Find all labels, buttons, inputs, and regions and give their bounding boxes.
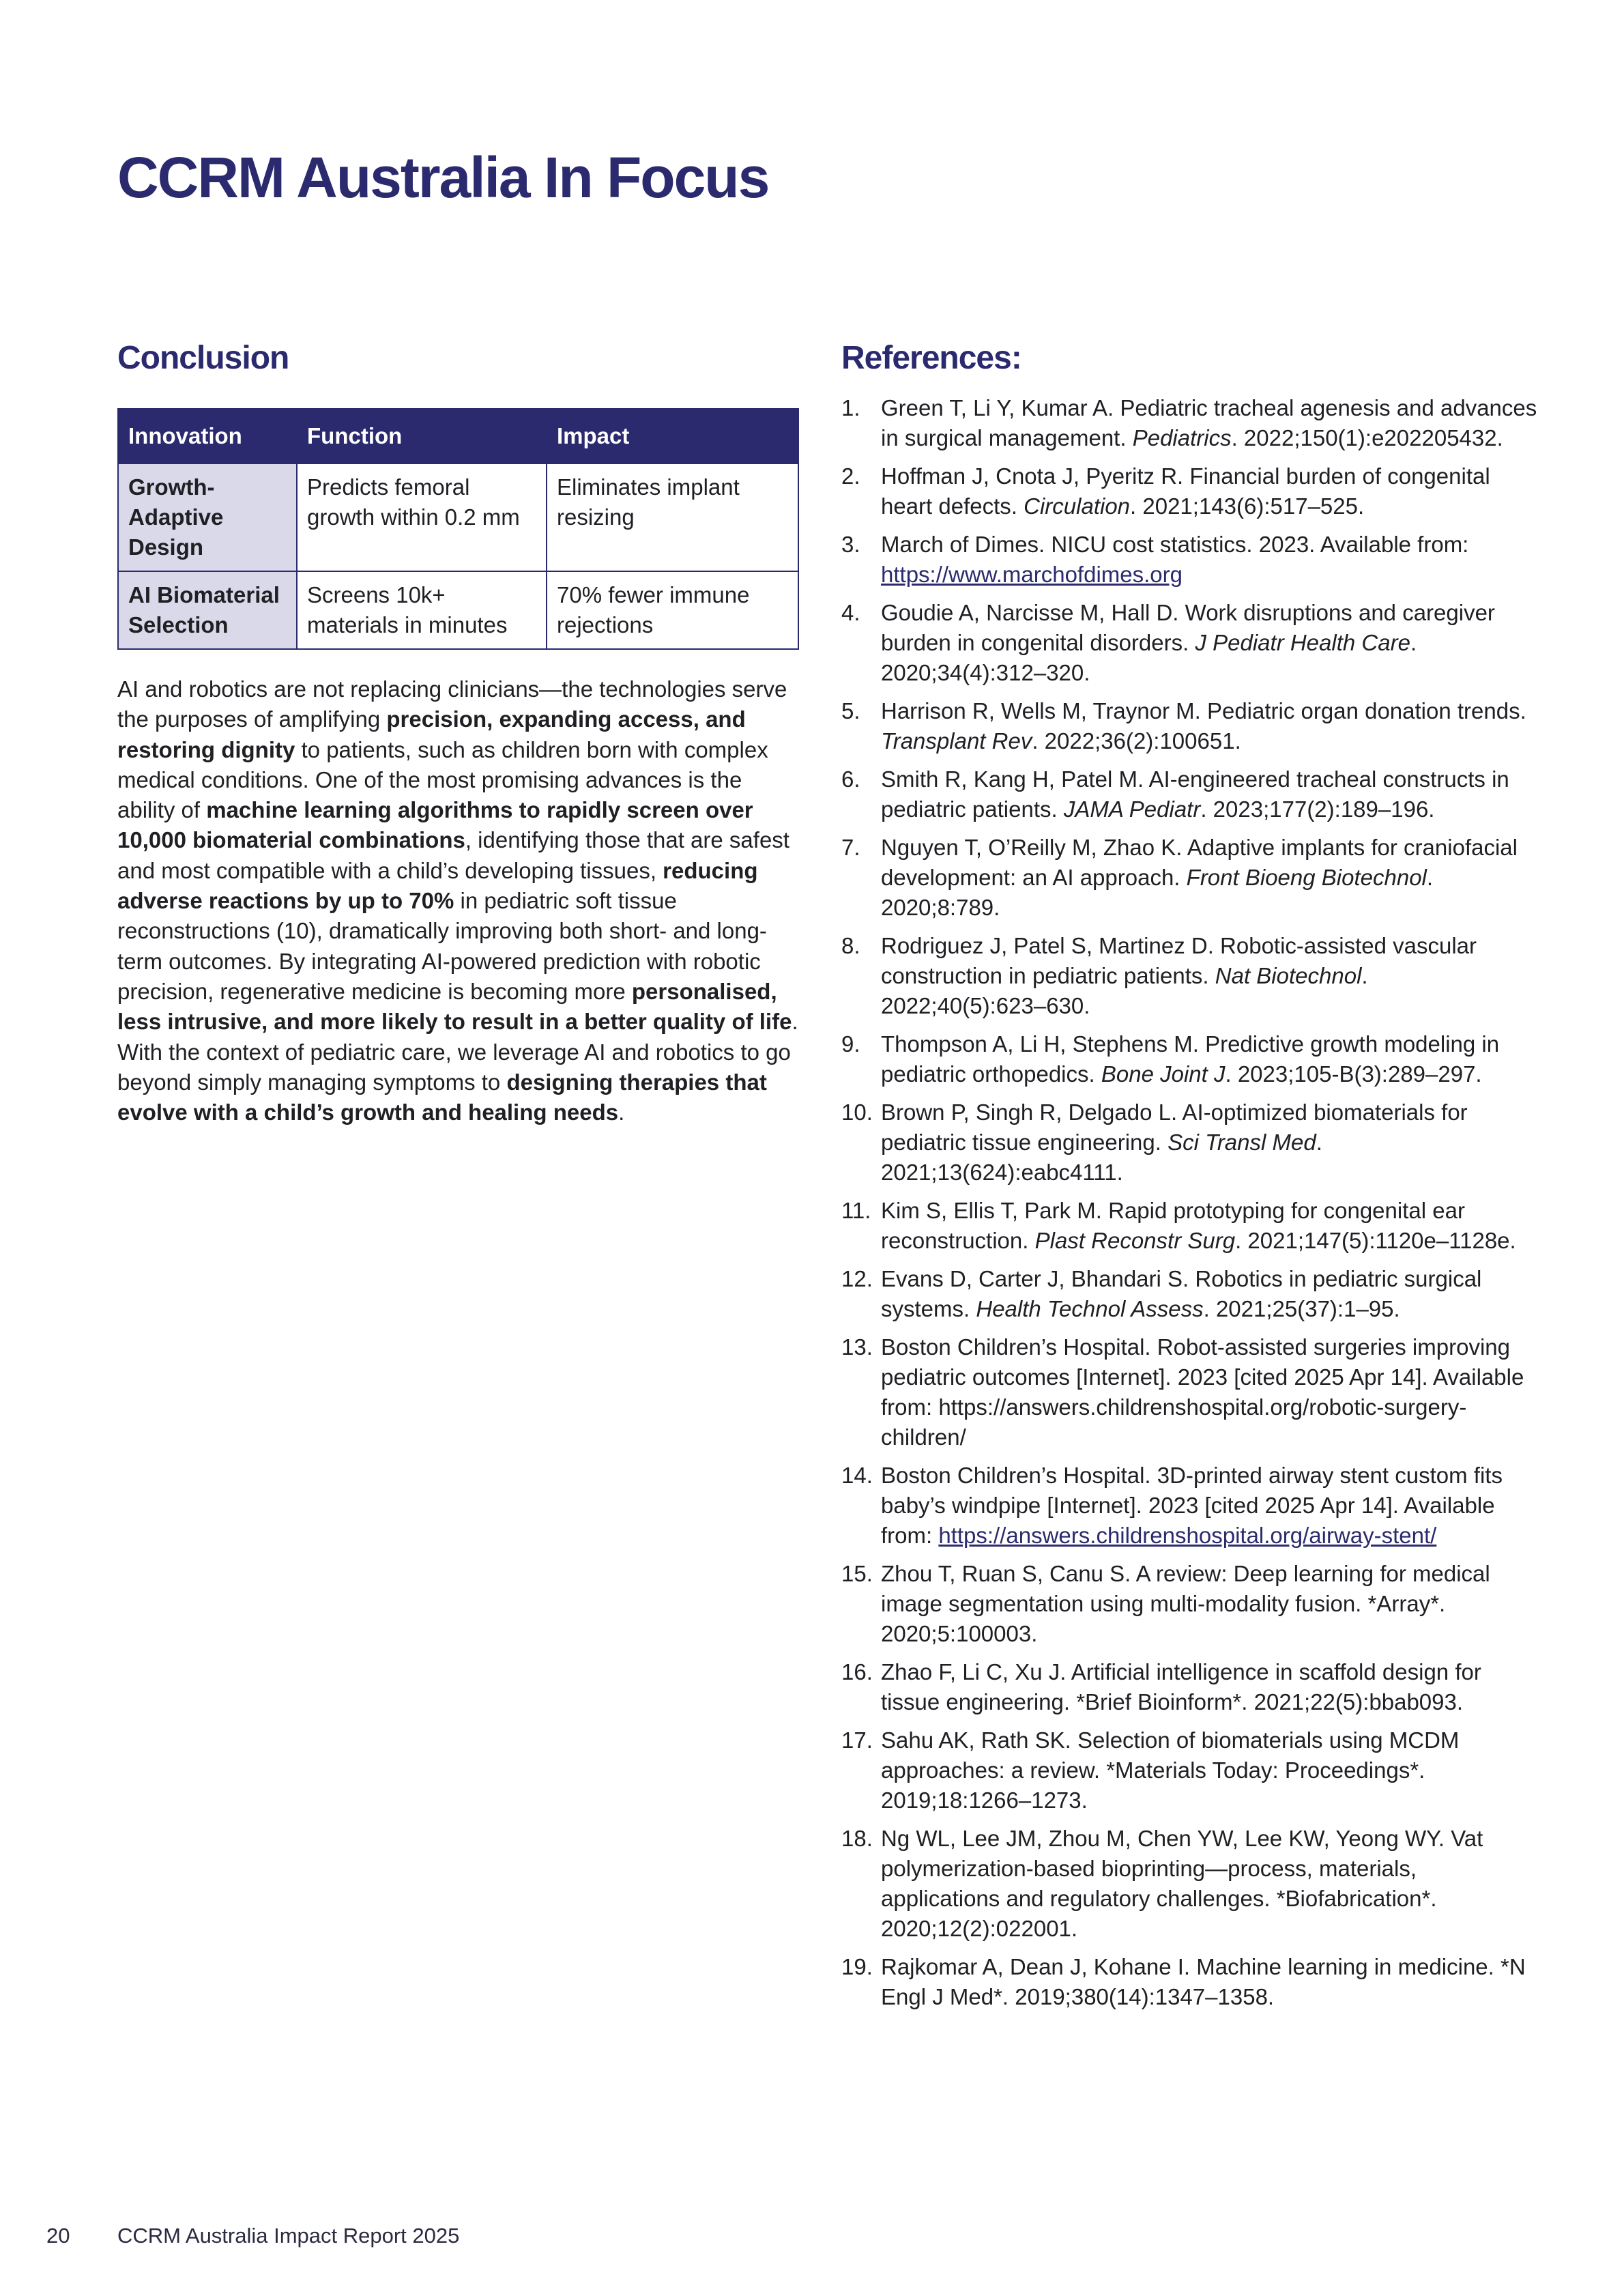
journal-name: Pediatrics [1132, 425, 1232, 450]
reference-item [841, 833, 1537, 923]
reference-item [841, 1725, 1537, 1816]
reference-text-segment: . 2022;150(1):e202205432. [1231, 425, 1503, 450]
reference-text-segment: Brown P, Singh R, Delgado L. AI-optimized biomaterials for pediatric tissue engineering. [881, 1100, 1468, 1155]
reference-number: 19. [841, 1954, 873, 1979]
body-text-segment: , identifying those that are safest and most compatible with a child’s developing tissues, [117, 827, 789, 883]
reference-text [881, 395, 1537, 450]
reference-text [881, 766, 1509, 822]
reference-text [881, 1100, 1468, 1185]
journal-name: Front Bioeng Biotechnol [1186, 865, 1427, 890]
reference-item [841, 1657, 1537, 1717]
reference-text-segment: . 2021;25(37):1–95. [1203, 1296, 1400, 1321]
body-text-segment: . [618, 1100, 625, 1125]
reference-text-segment: Green T, Li Y, Kumar A. Pediatric tracheal agenesis and advances in surgical management. [881, 395, 1537, 450]
reference-text-segment: . 2020;8:789. [881, 865, 1434, 920]
reference-text [881, 933, 1477, 1018]
reference-text-segment: Sahu AK, Rath SK. Selection of biomaterials using MCDM approaches: a review. *Materials Today: Proceedings*. 2019;18:1266–1273. [881, 1727, 1460, 1813]
reference-text [881, 1561, 1490, 1646]
emphasis-text: precision, expanding access, and restoring dignity [117, 706, 746, 762]
reference-item [841, 1824, 1537, 1944]
emphasis-text: designing therapies that evolve with a child’s growth and healing needs [117, 1069, 767, 1125]
reference-text [881, 835, 1518, 920]
reference-item [841, 1264, 1537, 1324]
emphasis-text: machine learning algorithms to rapidly screen over 10,000 biomaterial combinations [117, 797, 753, 853]
journal-name: Bone Joint J [1101, 1061, 1226, 1087]
table-cell-innovation: Growth-Adaptive Design [118, 463, 297, 571]
reference-number: 1. [841, 395, 860, 420]
reference-text [881, 1954, 1526, 2009]
journal-name: Plast Reconstr Surg [1034, 1228, 1236, 1253]
reference-text-segment: Boston Children’s Hospital. Robot-assisted surgeries improving pediatric outcomes [Internet]. 2023 [cited 2025 Apr 14]. Available from: https://answers.childrenshospital.org/robotic-surgery-children/ [881, 1334, 1524, 1450]
reference-item [841, 530, 1537, 590]
reference-number: 17. [841, 1727, 873, 1753]
journal-name: J Pediatr Health Care [1195, 630, 1410, 655]
reference-text [881, 1727, 1459, 1813]
reference-number: 18. [841, 1826, 873, 1851]
reference-number: 13. [841, 1334, 873, 1360]
reference-item [841, 1461, 1537, 1551]
reference-text-segment: . 2023;105-B(3):289–297. [1225, 1061, 1482, 1087]
reference-item [841, 598, 1537, 688]
conclusion-section [117, 334, 800, 1128]
journal-name: Nat Biotechnol [1215, 963, 1362, 988]
page-footer [46, 2224, 459, 2248]
reference-link[interactable]: https://www.marchofdimes.org [881, 562, 1183, 587]
reference-link[interactable]: https://answers.childrenshospital.org/airway-stent/ [938, 1523, 1437, 1548]
reference-text-segment: . 2021;13(624):eabc4111. [881, 1130, 1322, 1185]
reference-number: 2. [841, 463, 860, 489]
journal-name: JAMA Pediatr [1063, 797, 1201, 822]
reference-text [881, 1826, 1483, 1941]
reference-text-segment: Nguyen T, O’Reilly M, Zhao K. Adaptive implants for craniofacial development: an AI approach. [881, 835, 1518, 890]
references-list [841, 393, 1537, 2012]
reference-text [881, 532, 1468, 587]
emphasis-text: personalised, less intrusive, and more likely to result in a better quality of life [117, 978, 792, 1035]
table-cell-impact: Eliminates implant resizing [547, 463, 798, 571]
reference-number: 11. [841, 1198, 871, 1223]
reference-number: 14. [841, 1463, 873, 1488]
reference-number: 4. [841, 600, 860, 625]
body-text-segment: . With the context of pediatric care, we leverage AI and robotics to go beyond simply managing symptoms to [117, 1009, 798, 1095]
innovation-table [117, 408, 799, 650]
reference-item [841, 1952, 1537, 2012]
reference-text-segment: Evans D, Carter J, Bhandari S. Robotics in pediatric surgical systems. [881, 1266, 1482, 1321]
body-text-segment: in pediatric soft tissue reconstructions (10), dramatically improving both short- and long-term outcomes. By integrating AI-powered prediction with robotic precision, regenerative medicine is becoming more [117, 888, 767, 1004]
body-text-segment: to patients, such as children born with complex medical conditions. One of the most promising advances is the ability of [117, 736, 768, 823]
column-header-impact: Impact [547, 409, 798, 463]
reference-item [841, 1196, 1537, 1256]
journal-name: Circulation [1024, 493, 1131, 519]
table-row [118, 463, 798, 571]
reference-number: 7. [841, 835, 860, 860]
reference-number: 3. [841, 532, 860, 557]
reference-item [841, 1097, 1537, 1188]
reference-text-segment: . 2021;143(6):517–525. [1130, 493, 1365, 519]
references-heading: References: [841, 340, 1021, 376]
reference-number: 8. [841, 933, 860, 958]
reference-text-segment: . 2021;147(5):1120e–1128e. [1235, 1228, 1516, 1253]
reference-item [841, 764, 1537, 824]
table-cell-impact: 70% fewer immune rejections [547, 571, 798, 649]
reference-number: 10. [841, 1100, 873, 1125]
table-cell-function: Screens 10k+ materials in minutes [297, 571, 547, 649]
reference-item [841, 1332, 1537, 1452]
reference-text-segment: Boston Children’s Hospital. 3D-printed airway stent custom fits baby’s windpipe [Internet]. 2023 [cited 2025 Apr 14]. Available from: [881, 1463, 1503, 1548]
journal-name: Health Technol Assess [976, 1296, 1204, 1321]
references-section [841, 334, 1537, 2020]
reference-text-segment: Ng WL, Lee JM, Zhou M, Chen YW, Lee KW, Yeong WY. Vat polymerization-based bioprinting—process, materials, applications and regulatory challenges. *Biofabrication*. 2020;12(2):022001. [881, 1826, 1483, 1941]
reference-text-segment: Goudie A, Narcisse M, Hall D. Work disruptions and caregiver burden in congenital disorders. [881, 600, 1495, 655]
conclusion-heading: Conclusion [117, 340, 289, 376]
reference-text-segment: . 2022;40(5):623–630. [881, 963, 1368, 1018]
reference-text-segment: Zhou T, Ruan S, Canu S. A review: Deep learning for medical image segmentation using multi-modality fusion. *Array*. 2020;5:100003. [881, 1561, 1490, 1646]
reference-number: 16. [841, 1659, 873, 1684]
reference-text [881, 1463, 1503, 1548]
reference-text [881, 1031, 1499, 1087]
reference-item [841, 1559, 1537, 1649]
table-header-row [118, 409, 798, 463]
journal-name: Transplant Rev [881, 728, 1032, 754]
reference-text-segment: Harrison R, Wells M, Traynor M. Pediatric organ donation trends. [881, 698, 1526, 723]
reference-number: 12. [841, 1266, 873, 1291]
reference-text [881, 1198, 1516, 1253]
conclusion-paragraph [117, 674, 800, 1128]
reference-item [841, 393, 1537, 453]
reference-text-segment: Thompson A, Li H, Stephens M. Predictive growth modeling in pediatric orthopedics. [881, 1031, 1500, 1087]
column-header-function: Function [297, 409, 547, 463]
reference-text-segment: Kim S, Ellis T, Park M. Rapid prototyping for congenital ear reconstruction. [881, 1198, 1465, 1253]
reference-text-segment: . 2022;36(2):100651. [1032, 728, 1241, 754]
reference-number: 5. [841, 698, 860, 723]
reference-text [881, 1659, 1481, 1714]
reference-text [881, 698, 1526, 754]
reference-text-segment: Rajkomar A, Dean J, Kohane I. Machine learning in medicine. *N Engl J Med*. 2019;380(14):1347–1358. [881, 1954, 1526, 2009]
reference-item [841, 1029, 1537, 1089]
reference-text [881, 463, 1490, 519]
reference-number: 15. [841, 1561, 873, 1586]
reference-item [841, 461, 1537, 521]
reference-text-segment: March of Dimes. NICU cost statistics. 2023. Available from: [881, 532, 1469, 557]
reference-text [881, 600, 1495, 685]
reference-number: 9. [841, 1031, 860, 1057]
reference-number: 6. [841, 766, 860, 792]
page-title: CCRM Australia In Focus [117, 145, 769, 210]
journal-name: Sci Transl Med [1168, 1130, 1316, 1155]
reference-item [841, 696, 1537, 756]
reference-text-segment: Rodriguez J, Patel S, Martinez D. Robotic-assisted vascular construction in pediatric patients. [881, 933, 1477, 988]
reference-text-segment: Hoffman J, Cnota J, Pyeritz R. Financial burden of congenital heart defects. [881, 463, 1490, 519]
reference-text-segment: . 2023;177(2):189–196. [1200, 797, 1435, 822]
reference-item [841, 931, 1537, 1021]
reference-text-segment: Smith R, Kang H, Patel M. AI-engineered tracheal constructs in pediatric patients. [881, 766, 1509, 822]
body-text-segment: AI and robotics are not replacing clinicians—the technologies serve the purposes of amplifying [117, 676, 787, 732]
reference-text-segment: . 2020;34(4):312–320. [881, 630, 1417, 685]
table-row [118, 571, 798, 649]
reference-text [881, 1266, 1481, 1321]
table-cell-function: Predicts femoral growth within 0.2 mm [297, 463, 547, 571]
table-cell-innovation: AI Biomaterial Selection [118, 571, 297, 649]
page-number: 20 [46, 2224, 70, 2248]
reference-text-segment: Zhao F, Li C, Xu J. Artificial intelligence in scaffold design for tissue engineering. *Brief Bioinform*. 2021;22(5):bbab093. [881, 1659, 1481, 1714]
report-title: CCRM Australia Impact Report 2025 [117, 2224, 460, 2248]
column-header-innovation: Innovation [118, 409, 297, 463]
emphasis-text: reducing adverse reactions by up to 70% [117, 857, 758, 914]
reference-text [881, 1334, 1524, 1450]
